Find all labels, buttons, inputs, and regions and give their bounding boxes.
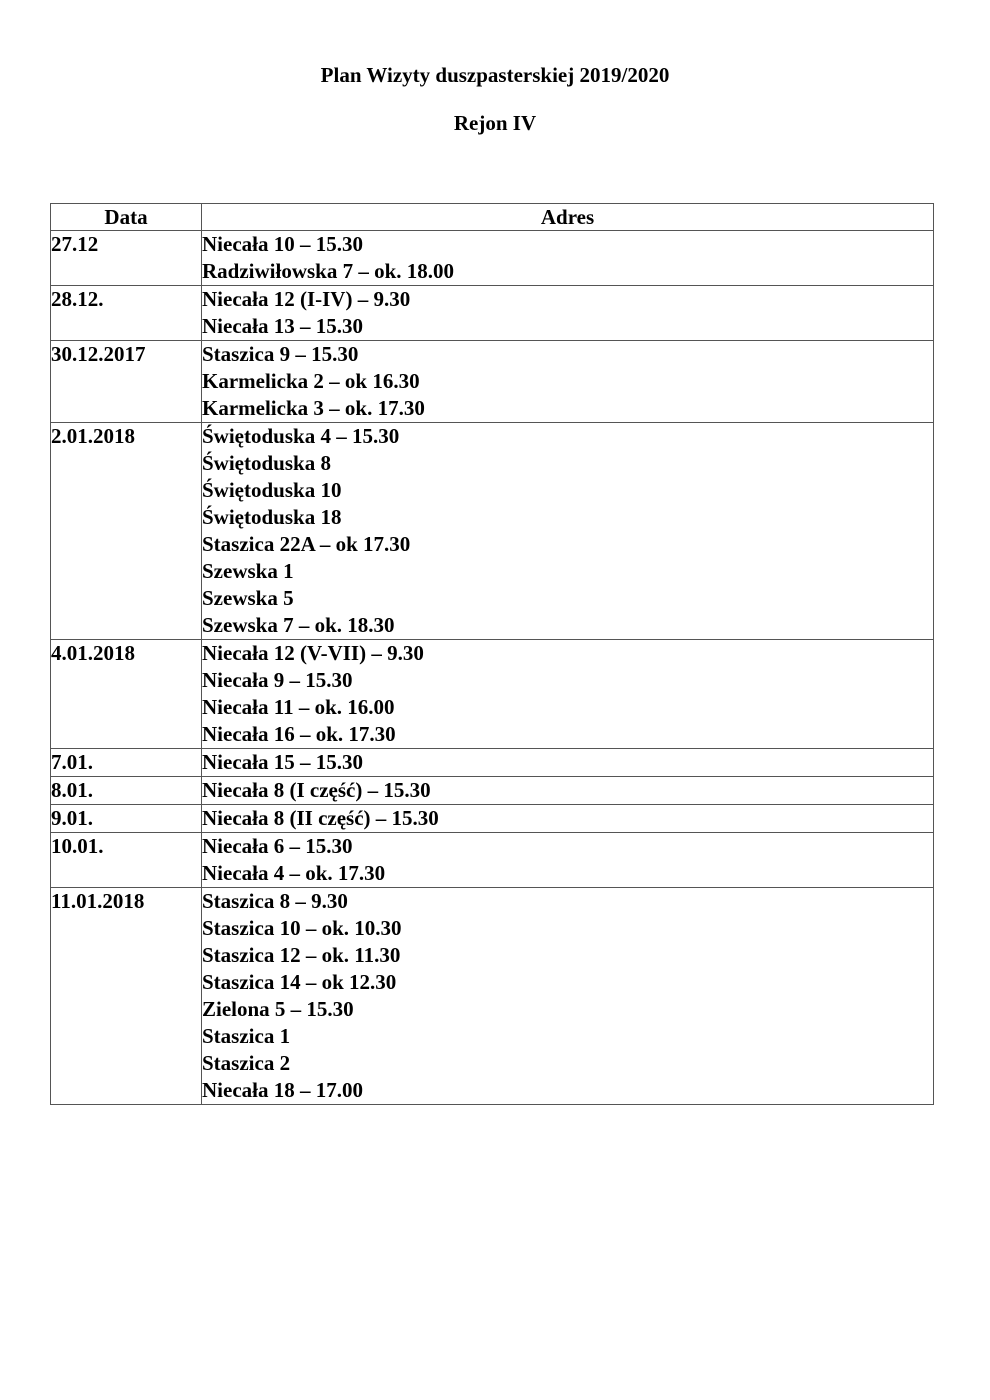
visit-date: 7.01.: [51, 749, 202, 777]
table-row: [51, 749, 934, 777]
address-entry: Świętoduska 18: [202, 505, 342, 529]
visit-addresses: [202, 777, 934, 805]
visit-date: 10.01.: [51, 833, 202, 888]
address-entry: Staszica 2: [202, 1051, 291, 1075]
visit-addresses: [202, 805, 934, 833]
address-entry: Szewska 7 – ok. 18.30: [202, 613, 395, 637]
address-entry: Staszica 1: [202, 1024, 291, 1048]
address-entry: Niecała 8 (II część) – 15.30: [202, 806, 439, 830]
address-entry: Niecała 11 – ok. 16.00: [202, 695, 395, 719]
visit-addresses: [202, 888, 934, 1105]
column-header-address: Adres: [202, 204, 934, 231]
address-entry: Karmelicka 3 – ok. 17.30: [202, 396, 425, 420]
table-row: [51, 833, 934, 888]
table-row: [51, 805, 934, 833]
address-entry: Staszica 14 – ok 12.30: [202, 970, 397, 994]
address-entry: Staszica 12 – ok. 11.30: [202, 943, 401, 967]
visit-addresses: [202, 749, 934, 777]
table-row: [51, 888, 934, 1105]
visit-date: 27.12: [51, 231, 202, 286]
visit-date: 8.01.: [51, 777, 202, 805]
visit-addresses: [202, 640, 934, 749]
table-row: [51, 777, 934, 805]
visit-date: 11.01.2018: [51, 888, 202, 1105]
table-body: [51, 231, 934, 1105]
visit-date: 30.12.2017: [51, 341, 202, 423]
address-entry: Szewska 5: [202, 586, 294, 610]
address-entry: Niecała 18 – 17.00: [202, 1078, 363, 1102]
visit-addresses: [202, 423, 934, 640]
table-row: [51, 231, 934, 286]
address-entry: Świętoduska 4 – 15.30: [202, 424, 400, 448]
visit-date: 28.12.: [51, 286, 202, 341]
address-entry: Niecała 12 (I-IV) – 9.30: [202, 287, 411, 311]
visit-addresses: [202, 231, 934, 286]
address-entry: Staszica 22A – ok 17.30: [202, 532, 411, 556]
address-entry: Niecała 13 – 15.30: [202, 314, 363, 338]
address-entry: Niecała 6 – 15.30: [202, 834, 353, 858]
visit-date: 9.01.: [51, 805, 202, 833]
visit-addresses: [202, 833, 934, 888]
address-entry: Świętoduska 8: [202, 451, 331, 475]
address-entry: Radziwiłowska 7 – ok. 18.00: [202, 259, 455, 283]
table-row: [51, 286, 934, 341]
page-title: Plan Wizyty duszpasterskiej 2019/2020: [320, 63, 670, 87]
table-row: [51, 640, 934, 749]
address-entry: Niecała 9 – 15.30: [202, 668, 353, 692]
address-entry: Karmelicka 2 – ok 16.30: [202, 369, 420, 393]
table-row: [51, 341, 934, 423]
address-entry: Niecała 8 (I część) – 15.30: [202, 778, 431, 802]
visit-addresses: [202, 341, 934, 423]
address-entry: Staszica 10 – ok. 10.30: [202, 916, 402, 940]
address-entry: Niecała 10 – 15.30: [202, 232, 363, 256]
address-entry: Świętoduska 10: [202, 478, 342, 502]
address-entry: Niecała 15 – 15.30: [202, 750, 363, 774]
table-header-row: [51, 204, 934, 231]
address-entry: Szewska 1: [202, 559, 294, 583]
address-entry: Niecała 16 – ok. 17.30: [202, 722, 396, 746]
visit-addresses: [202, 286, 934, 341]
visit-date: 2.01.2018: [51, 423, 202, 640]
address-entry: Zielona 5 – 15.30: [202, 997, 354, 1021]
visit-date: 4.01.2018: [51, 640, 202, 749]
page-subtitle: Rejon IV: [453, 111, 537, 135]
address-entry: Niecała 4 – ok. 17.30: [202, 861, 386, 885]
visit-schedule-table: [50, 203, 934, 1105]
address-entry: Staszica 8 – 9.30: [202, 889, 348, 913]
address-entry: Niecała 12 (V-VII) – 9.30: [202, 641, 424, 665]
address-entry: Staszica 9 – 15.30: [202, 342, 359, 366]
table-row: [51, 423, 934, 640]
column-header-date: Data: [51, 204, 202, 231]
